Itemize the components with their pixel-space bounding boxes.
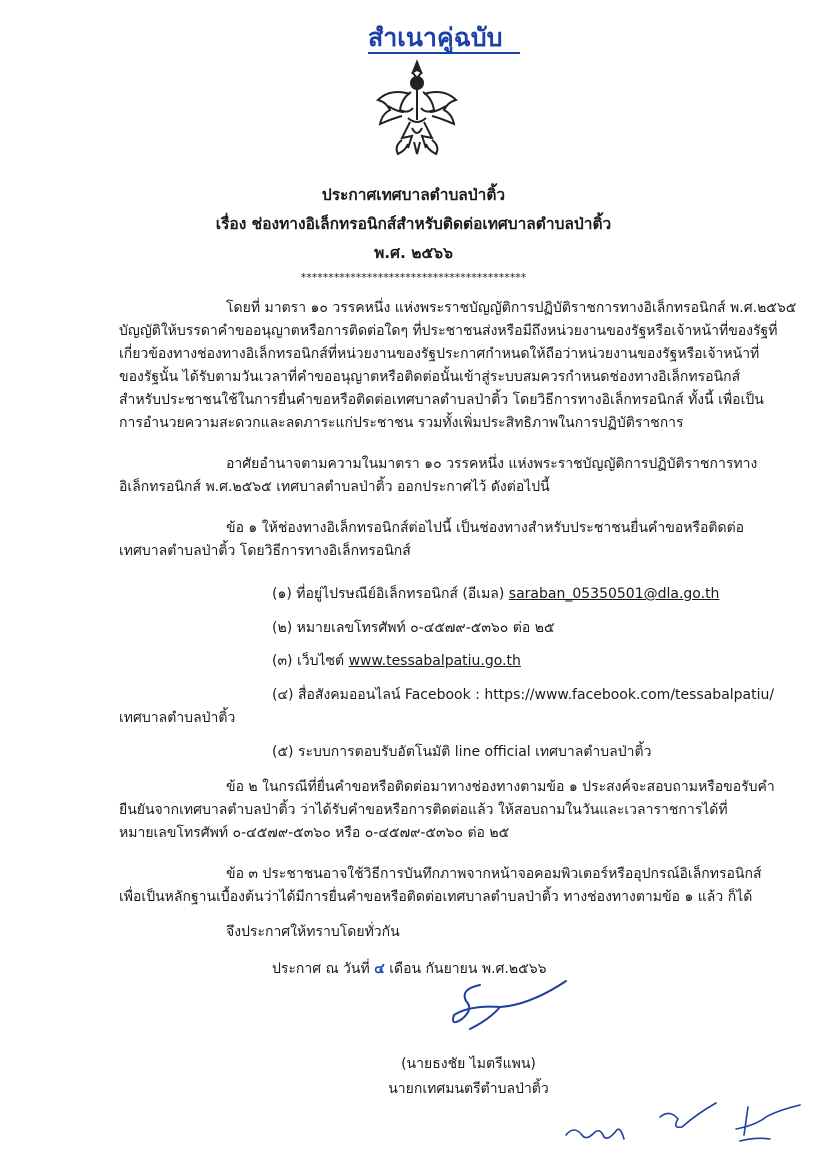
paragraph-line: การอำนวยความสะดวกและลดภาระแก่ประชาชน รวมทั้งเพิ่มประสิทธิภาพในการปฏิบัติราชการ: [119, 415, 684, 431]
paragraph-line: บัญญัติให้บรรดาคำขออนุญาตหรือการติดต่อใดๆ ที่ประชาชนส่งหรือมีถึงหน่วยงานของรัฐหรือเจ้าหน้าที่ของรัฐที่: [119, 323, 778, 339]
channel-website: [272, 650, 521, 673]
copy-stamp-underline: [368, 52, 520, 54]
date-suffix: เดือน กันยายน พ.ศ.๒๕๖๖: [384, 961, 547, 977]
date-day: ๔: [374, 961, 385, 977]
paragraph-line: เทศบาลตำบลป่าติ้ว โดยวิธีการทางอิเล็กทรอนิกส์: [119, 543, 411, 559]
channel-website-label: (๓) เว็บไซต์: [272, 653, 349, 669]
paragraph-line: ข้อ ๑ ให้ช่องทางอิเล็กทรอนิกส์ต่อไปนี้ เป็นช่องทางสำหรับประชาชนยื่นคำขอหรือติดต่อ: [226, 520, 745, 536]
channel-facebook-name: เทศบาลตำบลป่าติ้ว: [119, 710, 236, 726]
garuda-emblem-icon: [372, 58, 462, 158]
copy-stamp-text: สำเนาคู่ฉบับ: [368, 23, 503, 52]
separator: *****************************************: [300, 271, 527, 284]
paragraph-line: อาศัยอำนาจตามความในมาตรา ๑๐ วรรคหนึ่ง แห่งพระราชบัญญัติการปฏิบัติราชการทาง: [226, 456, 758, 472]
paragraph-line: โดยที่ มาตรา ๑๐ วรรคหนึ่ง แห่งพระราชบัญญัติการปฏิบัติราชการทางอิเล็กทรอนิกส์ พ.ศ.๒๕๖๕: [226, 300, 797, 316]
website-link[interactable]: www.tessabalpatiu.go.th: [348, 653, 521, 669]
paragraph-line: ของรัฐนั้น ได้รับตามวันเวลาที่คำขออนุญาตหรือติดต่อนั้นเข้าสู่ระบบสมควรกำหนดช่องทางอิเล็กทรอนิกส์: [119, 369, 741, 385]
channel-line-official: (๕) ระบบการตอบรับอัตโนมัติ line official เทศบาลตำบลป่าติ้ว: [272, 744, 652, 760]
paragraph-line: เกี่ยวข้องทางช่องทางอิเล็กทรอนิกส์ที่หน่วยงานของรัฐประกาศกำหนดให้ถือว่าหน่วยงานของรัฐหรือเจ้าหน้าที่: [119, 346, 760, 362]
channel-facebook: (๔) สื่อสังคมออนไลน์ Facebook : https://www.facebook.com/tessabalpatiu/: [272, 687, 775, 703]
paragraph-line: ข้อ ๓ ประชาชนอาจใช้วิธีการบันทึกภาพจากหน้าจอคอมพิวเตอร์หรืออุปกรณ์อิเล็กทรอนิกส์: [226, 866, 762, 882]
signatory-position: นายกเทศมนตรีตำบลป่าติ้ว: [388, 1081, 549, 1097]
announcement-subject: เรื่อง ช่องทางอิเล็กทรอนิกส์สำหรับติดต่อเทศบาลตำบลป่าติ้ว: [215, 215, 612, 233]
announcement-year: พ.ศ. ๒๕๖๖: [374, 244, 453, 262]
date-prefix: ประกาศ ณ วันที่: [272, 961, 375, 977]
signatory-name: (นายธงชัย ไมตรีแพน): [401, 1056, 536, 1072]
mayor-signature-icon: [440, 975, 580, 1035]
paragraph-line: เพื่อเป็นหลักฐานเบื้องต้นว่าได้มีการยื่นคำขอหรือติดต่อเทศบาลตำบลป่าติ้ว ทางช่องทางตามข้อ ๑ แล้ว ก็ได้: [119, 889, 753, 905]
announcement-title: ประกาศเทศบาลตำบลป่าติ้ว: [321, 186, 506, 204]
closing-statement: จึงประกาศให้ทราบโดยทั่วกัน: [226, 924, 400, 940]
initials-signatures-icon: [560, 1095, 810, 1155]
channel-email: [272, 583, 719, 606]
paragraph-line: ยืนยันจากเทศบาลตำบลป่าติ้ว ว่าได้รับคำขอหรือการติดต่อแล้ว ให้สอบถามในวันและเวลาราชการได้ที่: [119, 802, 728, 818]
paragraph-line: ข้อ ๒ ในกรณีที่ยื่นคำขอหรือติดต่อมาทางช่องทางตามข้อ ๑ ประสงค์จะสอบถามหรือขอรับคำ: [226, 779, 775, 795]
paragraph-line: สำหรับประชาชนใช้ในการยื่นคำขอหรือติดต่อเทศบาลตำบลป่าติ้ว โดยวิธีการทางอิเล็กทรอนิกส์ ทั้งนี้ เพื่อเป็น: [119, 392, 764, 408]
paragraph-line: อิเล็กทรอนิกส์ พ.ศ.๒๕๖๕ เทศบาลตำบลป่าติ้ว ออกประกาศไว้ ดังต่อไปนี้: [119, 479, 550, 495]
paragraph-line: หมายเลขโทรศัพท์ ๐-๔๕๗๙-๕๓๖๐ หรือ ๐-๔๕๗๙-๕๓๖๐ ต่อ ๒๕: [119, 825, 510, 841]
channel-phone: (๒) หมายเลขโทรศัพท์ ๐-๔๕๗๙-๕๓๖๐ ต่อ ๒๕: [272, 620, 555, 636]
channel-email-label: (๑) ที่อยู่ไปรษณีย์อิเล็กทรอนิกส์ (อีเมล): [272, 586, 509, 602]
email-link[interactable]: saraban_05350501@dla.go.th: [508, 586, 720, 602]
